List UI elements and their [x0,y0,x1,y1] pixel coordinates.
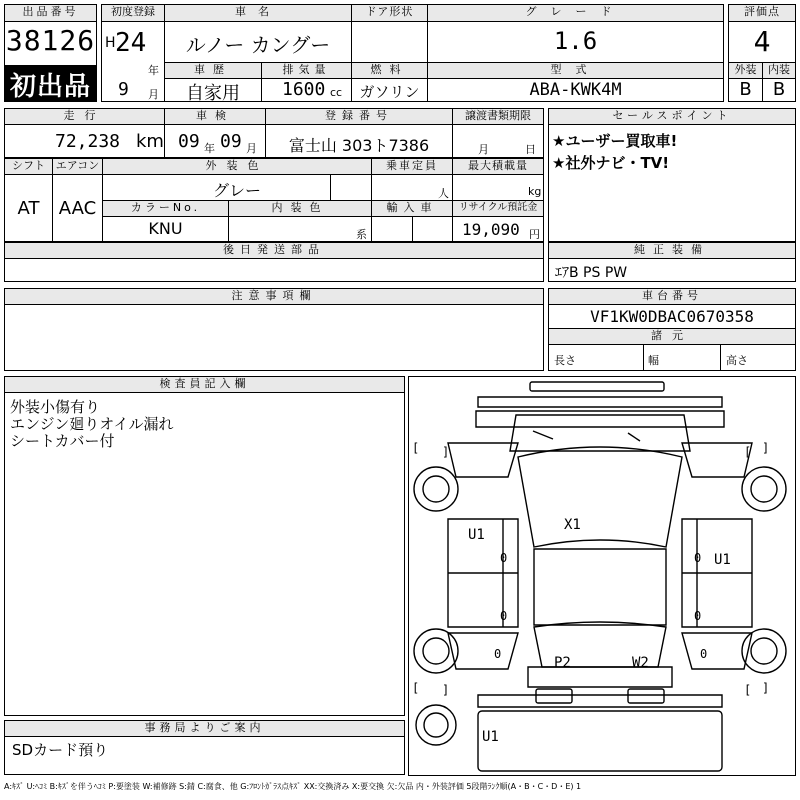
displacement-value: 1600 [282,79,326,100]
car-name: ルノー カングー [185,33,331,57]
exterior-grade: B [739,79,752,100]
mileage-unit: km [136,131,164,152]
ac-header: エアコン [53,159,102,174]
bracket-7: [ [744,683,752,697]
color-no-value: KNU [148,219,183,238]
model-header: 型式 [428,63,723,78]
exterior-header: 外装 [729,63,762,78]
first-reg-year: 24 [115,28,147,58]
zero-5: 0 [494,647,502,661]
displacement-header: 排気量 [262,63,351,78]
sales-point-1: ★ユーザー買取車! [552,132,678,150]
recycle-unit: 円 [529,228,540,241]
bracket-1: [ [412,441,420,455]
int-color-header: 内装色 [229,201,371,216]
plate-header: 登録番号 [266,109,452,124]
inspection-month-unit: 月 [246,142,257,155]
recycle-value: 19,090 [462,220,520,239]
inspection-header: 車検 [165,109,265,124]
notes-header: 注意事項欄 [5,289,543,304]
int-color-unit: 系 [356,228,367,241]
specs-header: 諸元 [549,329,795,344]
fuel-value: ガソリン [359,83,420,101]
bracket-3: [ [412,681,420,695]
mark-left-door: U1 [468,527,485,543]
model-value: ABA-KWK4M [529,80,622,100]
lot-header: 出品番号 [5,5,96,21]
bracket-4: ] [762,681,770,695]
color-value: グレー [212,181,261,200]
zero-4: 0 [694,609,702,623]
mileage-value: 72,238 [55,131,121,152]
car-damage-diagram [408,377,792,775]
bracket-2: ] [762,441,770,455]
door-header: ドア形状 [352,5,427,21]
transfer-month-unit: 月 [478,143,489,156]
grade-header: グレード [428,5,723,21]
bracket-6: ] [442,445,450,459]
first-reg-month: 9 [118,79,129,100]
zero-2: 0 [500,609,508,623]
mark-tailgate: U1 [482,729,499,745]
mark-rear-left: P2 [554,655,571,671]
score-header: 評価点 [729,5,795,21]
color-no-header: カラーNo. [103,201,228,216]
zero-6: 0 [700,647,708,661]
interior-header: 内装 [763,63,795,78]
later-parts-header: 後日発送部品 [5,243,543,258]
inspector-line-1: 外装小傷有り [10,398,101,416]
zero-3: 0 [694,551,702,565]
shift-header: シフト [5,159,52,174]
mileage-header: 走行 [5,109,164,124]
bracket-8: ] [442,683,450,697]
recycle-header: リサイクル預託金 [453,201,543,216]
history-value: 自家用 [186,83,240,104]
legend-text: A:ｷｽﾞ U:ﾍｺﾐ B:ｷｽﾞを伴うﾍｺﾐ P:要塗装 W:補修跡 S:錆 C:腐食、他 G:ﾌﾛﾝﾄｶﾞﾗｽ点ｷｽﾞ XX:交換済み X:要交換 欠:欠品 内・外装評価 5段階ﾗﾝｸ順(A・B・C・D・E) 1 [4,782,582,791]
spec-height-label: 高さ [726,354,748,367]
transfer-day-unit: 日 [525,143,536,156]
shift-value: AT [17,198,40,219]
inspection-year: 09 [178,131,200,152]
first-listing-label: 初出品 [9,72,91,102]
history-header: 車歴 [165,63,261,78]
transfer-header: 譲渡書類期限 [453,109,543,124]
sales-points-box [548,108,796,242]
import-header: 輸入車 [372,201,452,216]
first-reg-era: H [105,35,116,51]
first-reg-header: 初度登録 [102,5,164,21]
office-value: SDカード預り [12,741,109,759]
sales-points-header: セールスポイント [549,109,795,124]
bracket-5: [ [744,445,752,459]
chassis-header: 車台番号 [549,289,795,304]
grade-value: 1.6 [553,27,598,55]
inspector-header: 検査員記入欄 [5,377,404,392]
interior-grade: B [772,79,786,100]
capacity-header: 乗車定員 [372,159,452,174]
ac-value: AAC [58,198,97,219]
mark-roof: X1 [564,517,581,533]
car-name-header: 車名 [165,5,351,21]
chassis-value: VF1KW0DBAC0670358 [590,307,754,326]
load-unit: kg [528,185,542,198]
spec-length-label: 長さ [554,354,576,367]
equipment-header: 純正装備 [549,243,795,258]
spec-width-label: 幅 [648,354,659,367]
sales-point-2: ★社外ナビ・TV! [552,154,670,172]
score-value: 4 [753,25,771,58]
capacity-unit: 人 [438,187,449,200]
plate-value: 富士山 303ト7386 [288,136,430,155]
first-reg-year-unit: 年 [148,64,159,77]
color-header: 外装色 [103,159,371,174]
zero-1: 0 [500,551,508,565]
equipment-value: ｴｱB PS PW [555,265,628,281]
inspector-line-3: シートカバー付 [10,432,115,450]
load-header: 最大積載量 [453,159,543,174]
lot-number: 38126 [5,24,96,57]
mark-right-door: U1 [714,552,731,568]
inspection-year-unit: 年 [204,142,215,155]
inspection-month: 09 [220,131,242,152]
office-header: 事務局よりご案内 [5,721,404,736]
inspector-line-2: エンジン廻りオイル漏れ [10,415,174,433]
first-reg-month-unit: 月 [148,88,159,101]
mark-rear-right: W2 [632,655,649,671]
displacement-unit: cc [330,86,343,99]
fuel-header: 燃料 [352,63,427,78]
